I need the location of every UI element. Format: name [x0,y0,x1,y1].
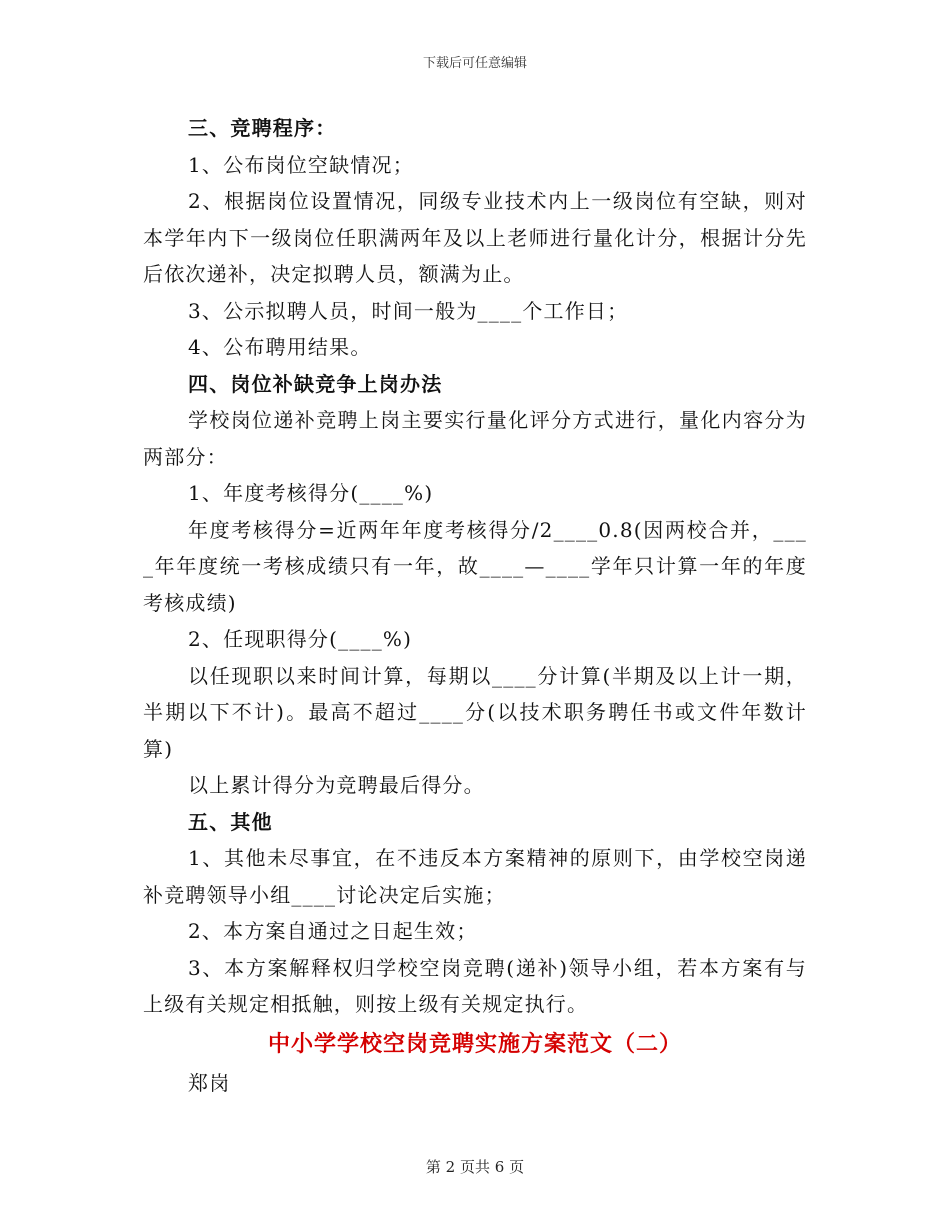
paragraph: 年度考核得分=近两年年度考核得分/2____0.8(因两校合并，____年年度统一考核成绩只有一年，故____—____学年只计算一年的年度考核成绩) [143,517,807,615]
paragraph: 3、公示拟聘人员，时间一般为____个工作日； [188,298,629,323]
paragraph: 以任现职以来时间计算，每期以____分计算(半期及以上计一期，半期以下不计)。最高不超过____分(以技术职务聘任书或文件年数计算) [143,663,807,761]
paragraph: 1、其他未尽事宜，在不违反本方案精神的原则下，由学校空岗递补竞聘领导小组____讨论决定后实施； [143,846,807,907]
paragraph: 4、公布聘用结果。 [188,335,372,359]
document-title: 中小学学校空岗竞聘实施方案范文（二） [267,1030,682,1057]
paragraph: 1、公布岗位空缺情况； [188,152,414,177]
paragraph: 2、任现职得分(____%) [188,627,413,651]
author-line: 郑岗 [188,1070,231,1095]
paragraph: 1、年度考核得分(____%) [188,481,434,505]
page-footer: 第 2 页共 6 页 [425,1158,525,1176]
paragraph: 2、本方案自通过之日起生效； [188,919,478,943]
section-heading-other: 五、其他 [188,809,273,834]
paragraph: 以上累计得分为竞聘最后得分。 [188,773,485,797]
paragraph: 3、本方案解释权归学校空岗竞聘(递补)领导小组，若本方案有与上级有关规定相抵触，则按上级有关规定执行。 [143,955,807,1016]
section-heading-procedure: 三、竞聘程序： [188,116,337,140]
page-header: 下载后可任意编辑 [422,56,527,71]
document-body [143,110,807,1101]
section-heading-method: 四、岗位补缺竞争上岗办法 [188,371,443,396]
paragraph: 2、根据岗位设置情况，同级专业技术内上一级岗位有空缺，则对本学年内下一级岗位任职满两年及以上老师进行量化计分，根据计分先后依次递补，决定拟聘人员，额满为止。 [143,189,807,286]
paragraph: 学校岗位递补竞聘上岗主要实行量化评分方式进行，量化内容分为两部分： [143,408,807,469]
